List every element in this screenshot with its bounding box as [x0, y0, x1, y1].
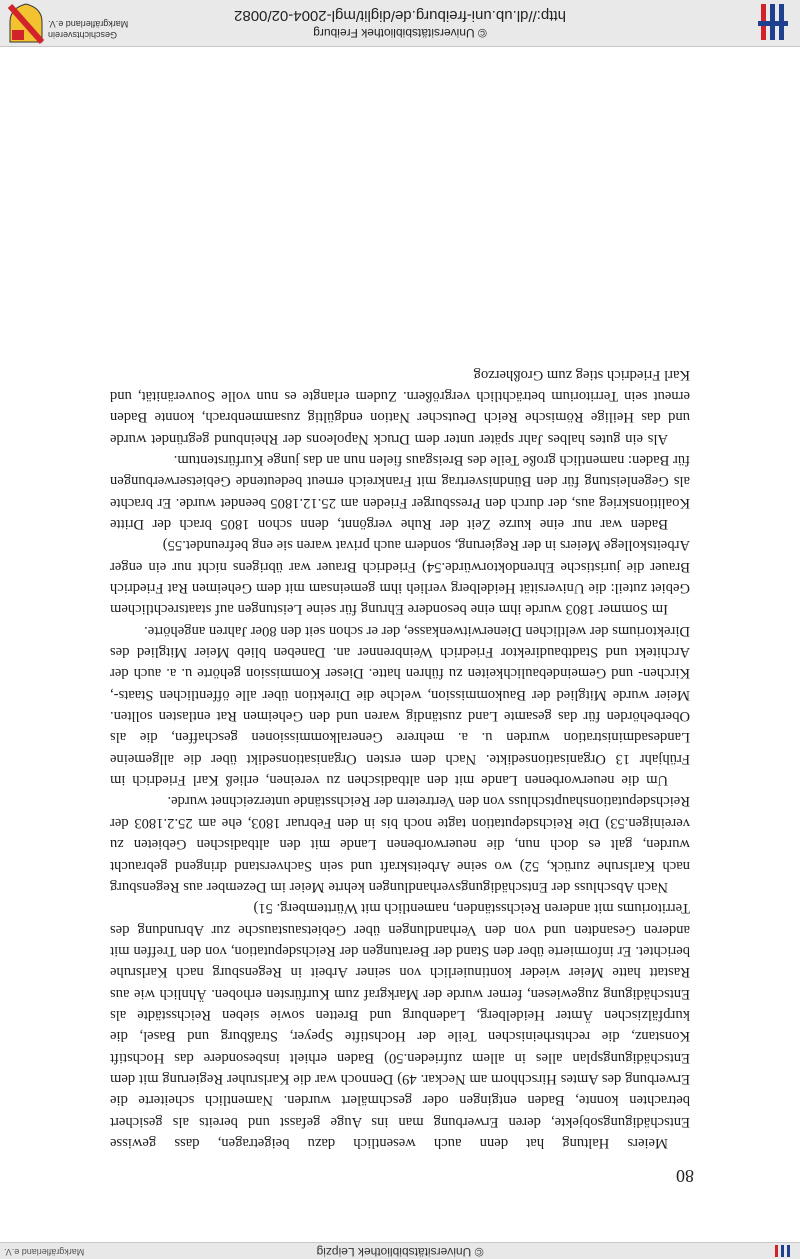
society-line-2: Markgräflerland e.V.	[48, 19, 129, 29]
page-number: 80	[676, 1166, 694, 1186]
document-body	[110, 363, 690, 1153]
society-line-1: Geschichtsverein	[48, 30, 118, 40]
paragraph: Um die neuerworbenen Lande mit den altbadischen zu vereinen, erließ Karl Friedrich im Frühjahr 13 Organisationsedikte. Nach dem ersten Organisationsedikt über die allgemeine Landesadministration wurden u. a. mehrere Generalkommissionen geschaffen, die als Oberbehörden für das gesamte Land zuständig waren und den Geheimen Rat entlasten sollten. Meier wurde Mitglied der Baukommission, welche die Direktion über alle öffentlichen Staats-, Kirchen- und Gemeindebaulichkeiten zu führen hatte. Dieser Kommission gehörte u. a. auch der Architekt und Stadtbaudirektor Friedrich Weinbrenner an. Daneben blieb Meier Mitglied des Direktoriums der weltlichen Dienerwitwenkasse, der er schon seit den 80er Jahren angehörte.	[110, 622, 690, 789]
header-strip	[0, 1242, 800, 1259]
footer-bar	[0, 0, 800, 47]
paragraph: Als ein gutes halbes Jahr später unter dem Druck Napoleons der Rheinbund gegründet wurde und das Heilige Römische Reich Deutscher Nation endgültig zusammenbrach, konnte Baden erneut sein Territorium beträchtlich vergrößern. Zudem erlangte es nun volle Souveränität, und Karl Friedrich stieg zum Großherzog	[110, 366, 690, 447]
footer-url-link[interactable]: http://dl.ub.uni-freiburg.de/diglit/mgl-2004-02/0082	[234, 7, 566, 24]
header-society: Markgräflerland e.V.	[4, 1247, 85, 1257]
coat-of-arms-icon	[8, 2, 44, 44]
paragraph: Meiers Haltung hat denn auch wesentlich dazu beigetragen, dass gewisse Entschädigungsobjekte, deren Erwerbung man ins Auge gefasst und bereits als gesichert betrachten konnte, Baden entgingen oder geschmälert wurden. Namentlich scheiterte die Erwerbung des Amtes Hirschhorn am Neckar. 49) Dennoch war die Karlsruher Regierung mit dem Entschädigungsplan alles in allem zufrieden.50) Baden erhielt insbesondere das Hochstift Konstanz, die rechtsrheinischen Teile der Hochstifte Speyer, Straßburg und Basel, die kurpfälzischen Ämter Heidelberg, Ladenburg und Bretten sowie sieben Reichsstädte als Entschädigung zugewiesen, ferner wurde der Markgraf zum Kurfürsten erhoben. Ähnlich wie aus Rastatt hatte Meier wieder kontinuierlich von seiner Arbeit in Regensburg nach Karlsruhe berichtet. Er informierte über den Stand der Beratungen der Reichsdeputation, von den Treffen mit anderen Gesandten und von den Verhandlungen über Gebietsaustausche zur Abrundung des Territoriums mit anderen Reichsständen, namentlich mit Württemberg. 51)	[110, 900, 690, 1151]
footer-credit: © Universitätsbibliothek Freiburg	[313, 26, 487, 40]
paragraph: Im Sommer 1803 wurde ihm eine besondere Ehrung für seine Leistungen auf staatsrechtlichem Gebiet zuteil: die Universität Heidelberg verlieh ihm gemeinsam mit dem Geheimen Rat Friedrich Brauer die juristische Ehrendoktorwürde.54) Friedrich Brauer war übrigens nicht nur ein enger Arbeitskollege Meiers in der Regierung, sondern auch privat waren sie eng befreundet.55)	[110, 537, 690, 618]
society-name	[48, 18, 128, 40]
paragraph: Nach Abschluss der Entschädigungsverhandlungen kehrte Meier im Dezember aus Regensburg nach Karlsruhe zurück, 52) wo seine Arbeitskraft und sein Sachverstand dringend gebraucht wurden, galt es doch nun, die neuerworbenen Lande mit den altbadischen Gebieten zu vereinigen.53) Die Reichsdeputation tagte noch bis in den Februar 1803, ehe am 25.2.1803 der Reichsdeputationshauptschluss von den Vertretern der Reichsstände unterzeichnet wurde.	[110, 793, 690, 895]
library-logo-icon	[750, 2, 790, 42]
footer-credit-block	[200, 6, 600, 40]
header-credit: © Universitätsbibliothek Leipzig	[316, 1245, 484, 1259]
paragraph: Baden war nur eine kurze Zeit der Ruhe vergönnt, denn schon 1805 brach der Dritte Koalitionskrieg aus, der durch den Pressburger Frieden am 25.12.1805 beendet wurde. Er brachte als Gegenleistung für den Bündnisvertrag mit Frankreich erneut bedeutende Gebietserwerbungen für Baden: namentlich große Teile des Breisgaus fielen nun an das junge Kurfürstentum.	[110, 452, 690, 533]
